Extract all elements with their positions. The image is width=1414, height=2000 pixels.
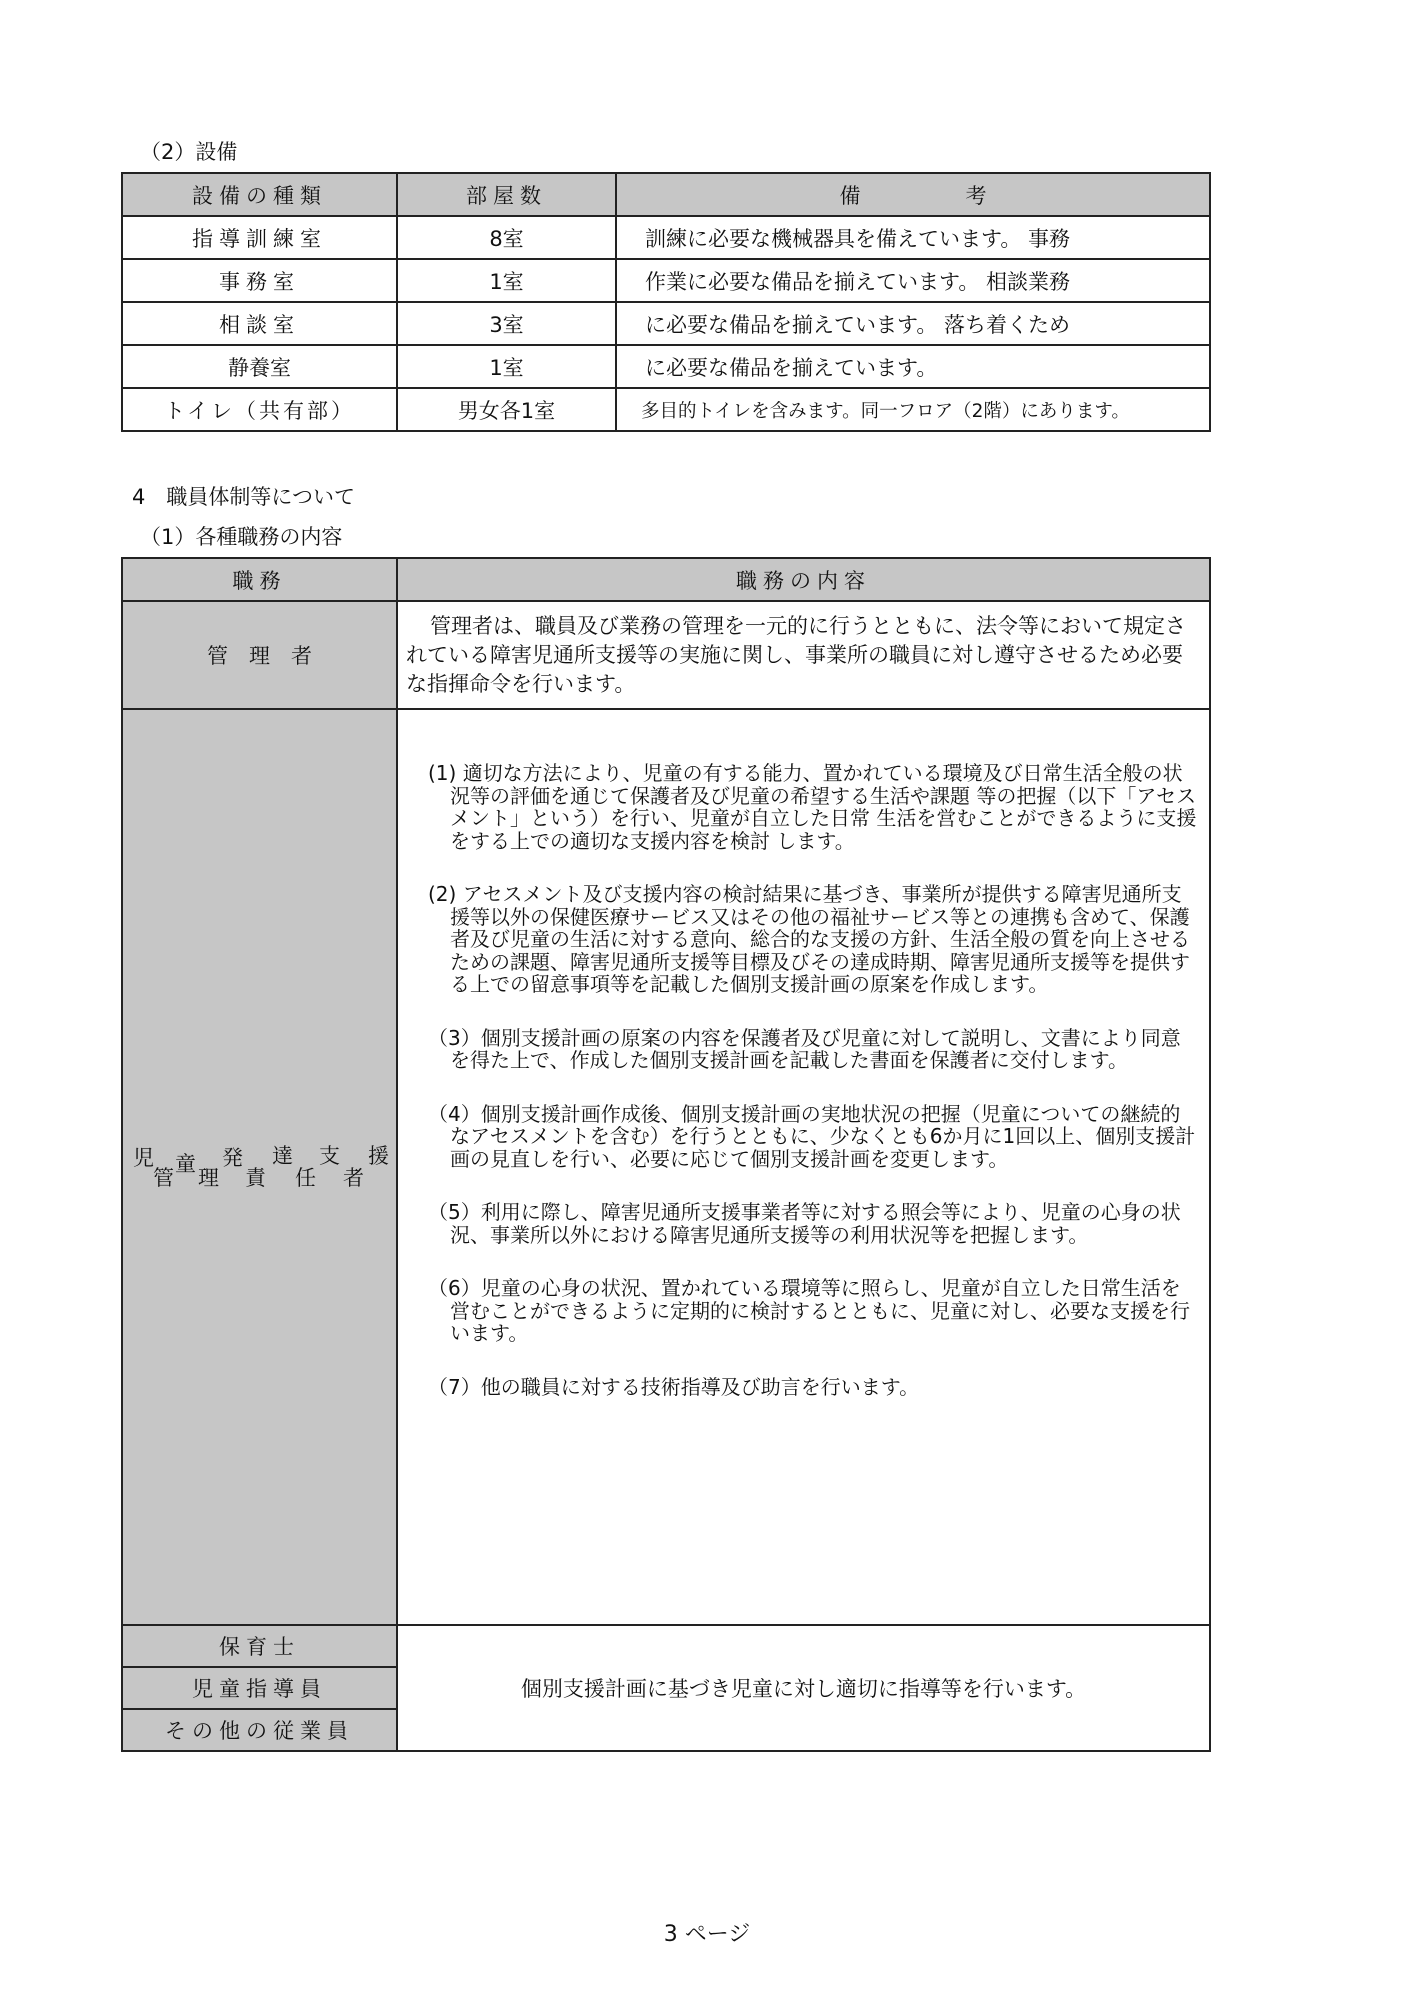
duties-table [121,557,1211,1752]
cdm-title-char: 者 [343,1166,364,1190]
cdm-title-char: 管 [153,1166,174,1190]
equipment-type: トイレ（共有部） [122,388,397,431]
manager-duties-text: 管理者は、職員及び業務の管理を一元的に行うとともに、法令等において規定されている障害児通所支援等の実施に関し、事業所の職員に対し遵守させるため必要な指揮命令を行います。 [406,613,1186,696]
cdm-duty-item: （4）個別支援計画作成後、個別支援計画の実地状況の把握（児童についての継続的なアセスメントを含む）を行うとともに、少なくとも6か月に1回以上、個別支援計画の見直しを行い、必要に応じて個別支援計画を変更します。 [428,1101,1196,1171]
equipment-count: 1室 [397,345,616,388]
cdm-title-char: 児 [133,1146,154,1170]
section-4-subheading: （1）各種職務の内容 [140,525,343,549]
cdm-title-char: 支 [319,1144,340,1168]
equipment-count: 1室 [397,259,616,302]
staff-title: 児童指導員 [122,1667,397,1709]
equipment-row [122,388,1210,431]
staff-duties: 個別支援計画に基づき児童に対し適切に指導等を行います。 [397,1625,1210,1751]
cdm-title [122,709,397,1625]
equipment-header-note: 備 考 [616,173,1210,216]
section-4-heading: 4 職員体制等について [132,485,355,509]
equipment-row [122,216,1210,259]
equipment-type: 指導訓練室 [122,216,397,259]
cdm-title-char: 理 [198,1166,219,1190]
equipment-count: 男女各1室 [397,388,616,431]
page-number: 3 ページ [663,1922,751,1947]
equipment-header-count: 部屋数 [397,173,616,216]
cdm-duty-item: （3）個別支援計画の原案の内容を保護者及び児童に対して説明し、文書により同意を得た上で、作成した個別支援計画を記載した書面を保護者に交付します。 [428,1025,1181,1072]
equipment-header-type: 設備の種類 [122,173,397,216]
cdm-duty-item: （6）児童の心身の状況、置かれている環境等に照らし、児童が自立した日常生活を営むことができるように定期的に検討するとともに、児童に対し、必要な支援を行います。 [428,1276,1190,1345]
equipment-type: 相談室 [122,302,397,345]
equipment-header-row [122,173,1210,216]
manager-row [122,601,1210,709]
staff-title: その他の従業員 [122,1709,397,1751]
equipment-note: に必要な備品を揃えています。 落ち着くため [616,302,1210,345]
equipment-count: 3室 [397,302,616,345]
equipment-table [121,172,1211,432]
cdm-duty-item: （5）利用に際し、障害児通所支援事業者等に対する照会等により、児童の心身の状況、事業所以外における障害児通所支援等の利用状況等を把握します。 [428,1200,1181,1247]
equipment-row [122,259,1210,302]
equipment-row [122,345,1210,388]
equipment-note: 多目的トイレを含みます。同一フロア（2階）にあります。 [616,388,1210,431]
cdm-duty-item: （7）他の職員に対する技術指導及び助言を行います。 [428,1374,920,1399]
duties-header-row [122,558,1210,601]
equipment-note: 作業に必要な備品を揃えています。 相談業務 [616,259,1210,302]
cdm-duty-item: (2) アセスメント及び支援内容の検討結果に基づき、事業所が提供する障害児通所支援等以外の保健医療サービス又はその他の福祉サービス等との連携も含めて、保護者及び児童の生活に対する意向、総合的な支援の方針、生活全般の質を向上させるための課題、障害児通所支援等目標及びその達成時期、障害児通所支援等を提供する上での留意事項等を記載した個別支援計画の原案を作成します。 [428,882,1190,996]
cdm-title-char: 発 [222,1146,243,1170]
staff-title: 保育士 [122,1625,397,1667]
cdm-title-char: 達 [272,1144,293,1168]
duties-header-content: 職務の内容 [397,558,1210,601]
cdm-title-char: 援 [368,1144,389,1168]
cdm-title-char: 任 [295,1166,316,1190]
manager-title: 管 理 者 [122,601,397,709]
equipment-type: 事務室 [122,259,397,302]
cdm-title-char: 童 [175,1152,196,1176]
cdm-row [122,709,1210,1625]
duties-header-title: 職務 [122,558,397,601]
section-2-heading: （2）設備 [140,140,238,164]
equipment-note: に必要な備品を揃えています。 [616,345,1210,388]
equipment-type: 静養室 [122,345,397,388]
staff-row [122,1625,1210,1667]
equipment-row [122,302,1210,345]
cdm-duties [397,709,1210,1625]
equipment-count: 8室 [397,216,616,259]
equipment-note: 訓練に必要な機械器具を備えています。 事務 [616,216,1210,259]
cdm-title-char: 責 [245,1166,266,1190]
cdm-duty-item: (1) 適切な方法により、児童の有する能力、置かれている環境及び日常生活全般の状況等の評価を通じて保護者及び児童の希望する生活や課題 等の把握（以下「アセスメント」という）を行い、児童が自立した日常 生活を営むことができるように支援をする上での適切な支援内容を検討 します。 [428,761,1197,853]
manager-duties [397,601,1210,709]
